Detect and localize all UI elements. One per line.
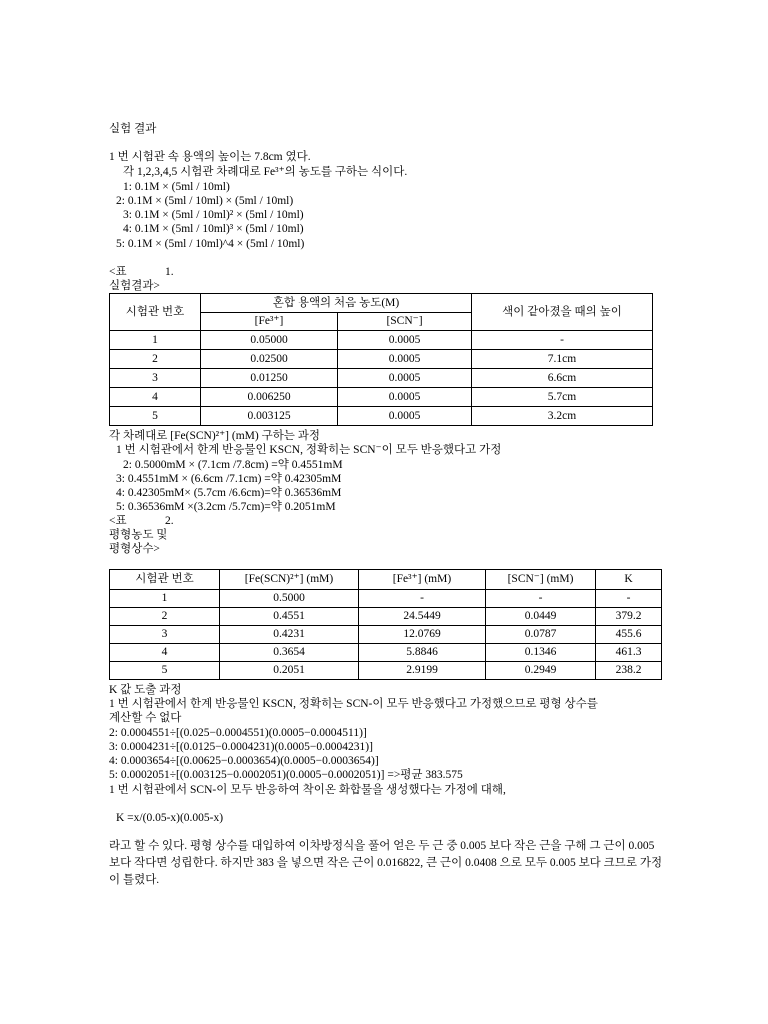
cell: - bbox=[486, 590, 596, 608]
cell: 0.5000 bbox=[220, 590, 359, 608]
header-scn: [SCN⁻] bbox=[338, 313, 472, 331]
column-header: [Fe(SCN)²⁺] (mM) bbox=[220, 570, 359, 590]
cell: 0.0005 bbox=[338, 388, 472, 407]
cell: 4 bbox=[110, 644, 220, 662]
cell: 0.0005 bbox=[338, 331, 472, 350]
cell: 461.3 bbox=[596, 644, 662, 662]
kvalue-heading: K 값 도출 과정 bbox=[109, 684, 182, 696]
cell: 0.003125 bbox=[201, 407, 338, 426]
cell: 5 bbox=[110, 662, 220, 680]
cell: 2 bbox=[110, 350, 201, 369]
cell: 0.0787 bbox=[486, 626, 596, 644]
column-header: [Fe³⁺] (mM) bbox=[359, 570, 486, 590]
cell: 3 bbox=[110, 626, 220, 644]
cell: 0.0005 bbox=[338, 369, 472, 388]
table-row bbox=[110, 331, 653, 350]
table-row bbox=[110, 608, 662, 626]
kvalue-formula: 5: 0.0002051÷[(0.003125−0.0002051)(0.0005−0.0002051)] =>평균 383.575 bbox=[109, 769, 463, 781]
table2-caption-number: 2. bbox=[165, 515, 174, 527]
process-line: 5: 0.36536mM ×(3.2cm /5.7cm)=약 0.2051mM bbox=[116, 501, 336, 513]
cell: 6.6cm bbox=[472, 369, 653, 388]
equilibrium-table bbox=[109, 569, 662, 680]
header-tube: 시험관 번호 bbox=[110, 294, 201, 331]
cell: 24.5449 bbox=[359, 608, 486, 626]
cell: 0.2051 bbox=[220, 662, 359, 680]
table-row bbox=[110, 662, 662, 680]
formula-line: 2: 0.1M × (5ml / 10ml) × (5ml / 10ml) bbox=[116, 195, 294, 207]
table-row bbox=[110, 388, 653, 407]
cell: 12.0769 bbox=[359, 626, 486, 644]
cell: 0.0449 bbox=[486, 608, 596, 626]
cell: 1 bbox=[110, 331, 201, 350]
formula-line: 3: 0.1M × (5ml / 10ml)² × (5ml / 10ml) bbox=[123, 209, 304, 221]
table-row bbox=[110, 407, 653, 426]
kvalue-formula: 4: 0.0003654÷[(0.00625−0.0003654)(0.0005−0.0003654)] bbox=[109, 755, 379, 767]
column-header: 시험관 번호 bbox=[110, 570, 220, 590]
header-mix-conc: 혼합 용액의 처음 농도(M) bbox=[201, 294, 472, 313]
cell: 0.01250 bbox=[201, 369, 338, 388]
cell: 4 bbox=[110, 388, 201, 407]
table-row bbox=[110, 590, 662, 608]
kvalue-line: 계산할 수 없다 bbox=[109, 712, 182, 724]
table-row bbox=[110, 350, 653, 369]
cell: 0.1346 bbox=[486, 644, 596, 662]
table1-caption: <표 bbox=[109, 266, 127, 278]
cell: 455.6 bbox=[596, 626, 662, 644]
cell: 379.2 bbox=[596, 608, 662, 626]
process-line: 2: 0.5000mM × (7.1cm /7.8cm) =약 0.4551mM bbox=[123, 459, 343, 471]
table2-caption-title: 평형농도 및 bbox=[109, 529, 168, 541]
cell: - bbox=[596, 590, 662, 608]
process-line: 4: 0.42305mM× (5.7cm /6.6cm)=약 0.36536mM bbox=[116, 487, 342, 499]
cell: 0.2949 bbox=[486, 662, 596, 680]
table-row bbox=[110, 644, 662, 662]
section-title: 실험 결과 bbox=[109, 123, 157, 135]
cell: 1 bbox=[110, 590, 220, 608]
intro-line: 1 번 시험관 속 용액의 높이는 7.8cm 였다. bbox=[109, 151, 311, 163]
formula-line: 1: 0.1M × (5ml / 10ml) bbox=[123, 181, 230, 193]
cell: 3.2cm bbox=[472, 407, 653, 426]
kvalue-formula: 2: 0.0004551÷[(0.025−0.0004551)(0.0005−0.0004511)] bbox=[109, 727, 367, 739]
cell: 2 bbox=[110, 608, 220, 626]
column-header: [SCN⁻] (mM) bbox=[486, 570, 596, 590]
cell: 0.4231 bbox=[220, 626, 359, 644]
cell: 0.0005 bbox=[338, 350, 472, 369]
formula-line: 5: 0.1M × (5ml / 10ml)^4 × (5ml / 10ml) bbox=[116, 238, 305, 250]
table2-caption-title: 평형상수> bbox=[109, 543, 160, 555]
table-row bbox=[110, 369, 653, 388]
table1-caption-number: 1. bbox=[165, 266, 174, 278]
intro-line: 각 1,2,3,4,5 시험관 차례대로 Fe³⁺의 농도를 구하는 식이다. bbox=[123, 166, 408, 178]
cell: 0.006250 bbox=[201, 388, 338, 407]
kvalue-line: 1 번 시험관에서 한계 반응물인 KSCN, 정확히는 SCN-이 모두 반응했다고 가정했으므로 평형 상수를 bbox=[109, 698, 598, 710]
cell: 0.02500 bbox=[201, 350, 338, 369]
cell: 3 bbox=[110, 369, 201, 388]
cell: 238.2 bbox=[596, 662, 662, 680]
column-header: K bbox=[596, 570, 662, 590]
kvalue-line: 1 번 시험관에서 SCN-이 모두 반응하여 착이온 화합물을 생성했다는 가정에 대해, bbox=[109, 784, 506, 796]
conclusion-paragraph: 라고 할 수 있다. 평형 상수를 대입하여 이차방정식을 풀어 얻은 두 근 중 0.005 보다 작은 근을 구해 그 근이 0.005 보다 작다면 성립한다. 하지만 383 을 넣으면 작은 근이 0.016822, 큰 근이 0.0408 으로 모두 0.005 보다 크므로 가정이 틀렸다. bbox=[109, 840, 663, 886]
kvalue-formula: 3: 0.0004231÷[(0.0125−0.0004231)(0.0005−0.0004231)] bbox=[109, 741, 373, 753]
cell: 2.9199 bbox=[359, 662, 486, 680]
cell: - bbox=[472, 331, 653, 350]
header-height: 색이 같아졌을 때의 높이 bbox=[472, 294, 653, 331]
process-heading: 각 차례대로 [Fe(SCN)²⁺] (mM) 구하는 과정 bbox=[109, 430, 321, 442]
table-row bbox=[110, 626, 662, 644]
header-fe: [Fe³⁺] bbox=[201, 313, 338, 331]
process-line: 3: 0.4551mM × (6.6cm /7.1cm) =약 0.42305mM bbox=[116, 473, 342, 485]
table2-caption: <표 bbox=[109, 515, 127, 527]
cell: 7.1cm bbox=[472, 350, 653, 369]
formula-line: 4: 0.1M × (5ml / 10ml)³ × (5ml / 10ml) bbox=[123, 223, 304, 235]
cell: - bbox=[359, 590, 486, 608]
cell: 5 bbox=[110, 407, 201, 426]
cell: 0.05000 bbox=[201, 331, 338, 350]
cell: 0.3654 bbox=[220, 644, 359, 662]
cell: 5.7cm bbox=[472, 388, 653, 407]
k-equation: K =x/(0.05-x)(0.005-x) bbox=[116, 812, 224, 824]
results-table bbox=[109, 293, 653, 426]
cell: 0.4551 bbox=[220, 608, 359, 626]
cell: 0.0005 bbox=[338, 407, 472, 426]
process-line: 1 번 시험관에서 한계 반응물인 KSCN, 정확히는 SCN⁻이 모두 반응했다고 가정 bbox=[116, 444, 502, 456]
table1-caption-title: 실험결과> bbox=[109, 280, 160, 292]
cell: 5.8846 bbox=[359, 644, 486, 662]
